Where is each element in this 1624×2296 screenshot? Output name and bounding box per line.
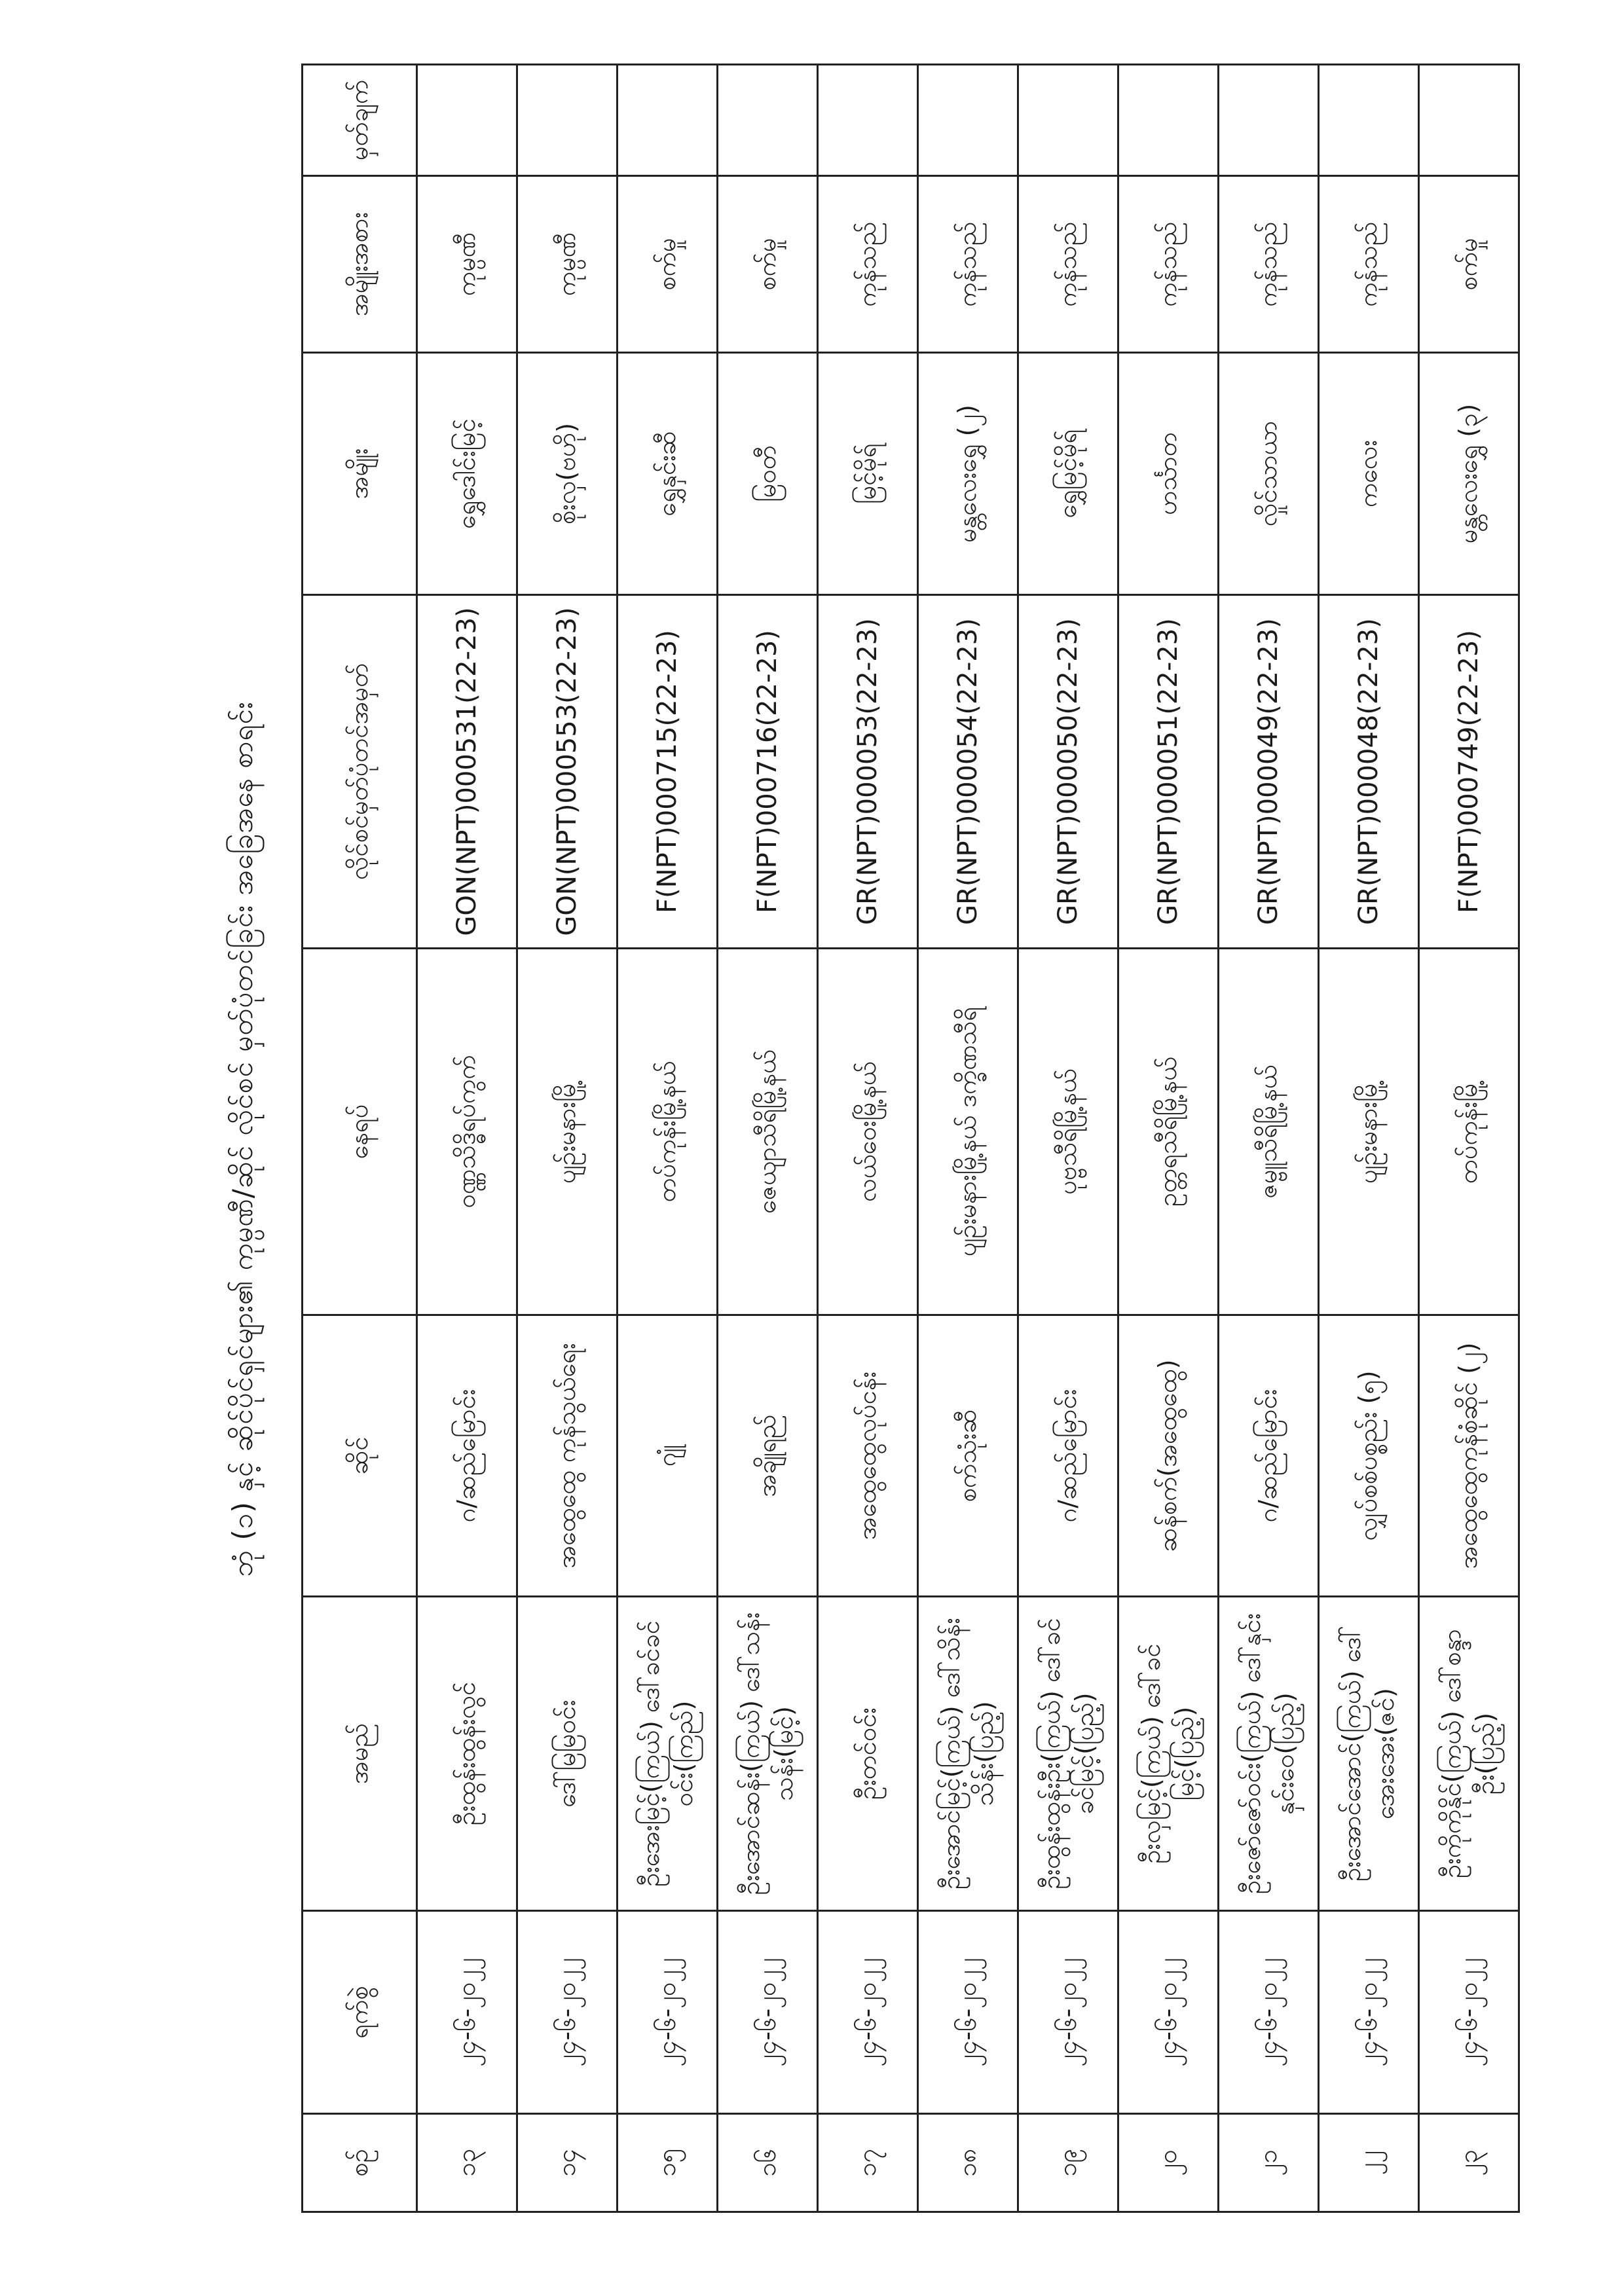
- serial-number-cell: ၁၆: [718, 2114, 818, 2212]
- remarks-cell: [818, 65, 918, 176]
- serial-number-cell: ၁၉: [1018, 2114, 1118, 2212]
- business-type-cell: ဂ/ဆည်မြောင်း: [1018, 1315, 1118, 1597]
- business-type-cell: ဂ/ဆည်မြောင်း: [417, 1315, 517, 1597]
- date-cell: ၂၄-၆-၂၀၂၂: [1219, 1911, 1319, 2114]
- owner-name-cell: ဦးအောင်ဆန်း(ကြယ်) ဒေါ်သန်းသန်း(မြင့်): [718, 1597, 818, 1911]
- header-cell: လိုင်စင်မှတ်ပုံတင်အမှတ်: [303, 595, 417, 949]
- brand-cell: ရွှေဒေါင်းမြင့်: [417, 353, 517, 595]
- document-title: ဘုံ (၁) နှင့် ဆိုင်ပိုင်ရှင်များ၏ ကုမ္ပဏီ/ဆိုင် လိုင်စင် မှတ်ပုံတင်ခြင်း အခြေအနေ စာရင်း: [227, 701, 259, 1577]
- license-number-cell: GR(NPT)000050(22-23): [1018, 595, 1118, 949]
- brand-cell: စိုးလှ(ဗဟို): [517, 353, 618, 595]
- address-cell: ဇေယျာသီရိမြို့နယ်: [718, 949, 818, 1315]
- business-type-cell: စက်သုံးဆီ: [918, 1315, 1018, 1597]
- business-type-cell: အထွေထွေ ကုန်သွယ်ရေး: [517, 1315, 618, 1597]
- date-cell: ၂၄-၆-၂၀၂၂: [1118, 1911, 1219, 2114]
- remarks-cell: [1219, 65, 1319, 176]
- remarks-cell: [1118, 65, 1219, 176]
- owner-name-cell: ဦးအောင်အောင်(ကြယ်) ဒေါ်အေးအေး(ဇင်): [1319, 1597, 1419, 1911]
- category-cell: ကုန်သည်: [918, 176, 1018, 353]
- table-row: [517, 65, 618, 2212]
- serial-number-cell: ၂၂: [1319, 2114, 1419, 2212]
- owner-name-cell: ဦးထွန်းထွန်းလွင်: [417, 1597, 517, 1911]
- category-cell: ကုန်သည်: [1018, 176, 1118, 353]
- business-type-cell: ဂ/ဆည်မြောင်း: [1219, 1315, 1319, 1597]
- business-type-cell: ဆန်စက်(အထွေထွေ): [1118, 1315, 1219, 1597]
- license-table: [301, 64, 1520, 2213]
- address-cell: ဝဏ္ဏသိဒ္ဓိရပ်ကွက်: [417, 949, 517, 1315]
- license-number-cell: GON(NPT)000553(22-23): [517, 595, 618, 949]
- license-number-cell: GR(NPT)000051(22-23): [1118, 595, 1219, 949]
- address-cell: ပျဉ်းမနားမြို့နယ် ဒက္ခိဏသီရိ: [918, 949, 1018, 1315]
- date-cell: ၂၄-၆-၂၀၂၂: [1419, 1911, 1519, 2114]
- header-cell: အမျိုးအစား: [303, 176, 417, 353]
- serial-number-cell: ၁၅: [618, 2114, 718, 2212]
- table-row: [1118, 65, 1219, 2212]
- table-row: [1219, 65, 1319, 2212]
- owner-name-cell: ဦးလှမြင့်(ကြယ်) ဒေါ်ခင်မြင့်(ပြည့်): [1118, 1597, 1219, 1911]
- table-row: [818, 65, 918, 2212]
- serial-number-cell: ၂၁: [1219, 2114, 1319, 2212]
- serial-number-cell: ၁၈: [918, 2114, 1018, 2212]
- serial-number-cell: ၁၄: [517, 2114, 618, 2212]
- category-cell: ကုန်သည်: [1319, 176, 1419, 353]
- header-cell: မှတ်ချက်: [303, 65, 417, 176]
- rotated-page: [190, 65, 1513, 2213]
- category-cell: ကုန်သည်: [1118, 176, 1219, 353]
- brand-cell: ရွှေမြင့်မိုရ်: [1018, 353, 1118, 595]
- brand-cell: ရွှေနှင်းဆီ: [618, 353, 718, 595]
- date-cell: ၂၄-၆-၂၀၂၂: [417, 1911, 517, 2114]
- table-row: [918, 65, 1018, 2212]
- address-cell: တပ်ကုန်းမြို့: [1419, 949, 1519, 1315]
- owner-name-cell: ဦးတင်ဝင်း: [818, 1597, 918, 1911]
- business-type-cell: အထွေထွေလုပ်ငန်း: [818, 1315, 918, 1597]
- remarks-cell: [718, 65, 818, 176]
- brand-cell: ကလေး: [1319, 353, 1419, 595]
- brand-cell: ဟင်္သာတ: [1118, 353, 1219, 595]
- serial-number-cell: ၂၀: [1118, 2114, 1219, 2212]
- remarks-cell: [1018, 65, 1118, 176]
- owner-name-cell: ဦးထွန်းထွန်းဦး(ကြယ်) ဒေါ်ခင်ခင်မြင့်(ပြည့်): [1018, 1597, 1118, 1911]
- brand-cell: မန္တလေးရွှေ (၂): [918, 353, 1018, 595]
- brand-cell: မန္တလေးရွှေ (၃): [1419, 353, 1519, 595]
- serial-number-cell: ၁၃: [417, 2114, 517, 2212]
- category-cell: ကုမ္ပဏီ: [517, 176, 618, 353]
- address-cell: ပျဉ်းမနားမြို့: [1319, 949, 1419, 1315]
- brand-cell: လှိုင်သာယာ: [1219, 353, 1319, 595]
- category-cell: စက်မှု: [718, 176, 818, 353]
- date-cell: ၂၄-၆-၂၀၂၂: [718, 1911, 818, 2114]
- business-type-cell: အထွေထွေကုန်စုံဆိုင် (၂): [1419, 1315, 1519, 1597]
- owner-name-cell: ဦးဇော်ဇော်ဝင်း(ကြယ်) ဒေါ်နှင်းနှင်းဝေ(ပြည့်): [1219, 1597, 1319, 1911]
- date-cell: ၂၄-၆-၂၀၂၂: [1319, 1911, 1419, 2114]
- brand-cell: မြဝတီ: [718, 353, 818, 595]
- owner-name-cell: ဦးအောင်မြင့်(ကြယ်) ဒေါ်သိန်းသိန်း(ပြည့်): [918, 1597, 1018, 1911]
- business-type-cell: လျှပ်စစ်ပစ္စည်း (၅): [1319, 1315, 1419, 1597]
- header-cell: အမည်: [303, 1597, 417, 1911]
- license-number-cell: F(NPT)000716(22-23): [718, 595, 818, 949]
- license-number-cell: F(NPT)000749(22-23): [1419, 595, 1519, 949]
- brand-cell: မြင့်မိုရ်: [818, 353, 918, 595]
- owner-name-cell: ဦးအေးမြင့်(ကြယ်) ဒေါ်ခင်ခင်ဝင်း(ကြည်): [618, 1597, 718, 1911]
- remarks-cell: [618, 65, 718, 176]
- license-number-cell: F(NPT)000715(22-23): [618, 595, 718, 949]
- address-cell: ပျဉ်းမနားမြို့: [517, 949, 618, 1315]
- table-row: [417, 65, 517, 2212]
- license-number-cell: GR(NPT)000048(22-23): [1319, 595, 1419, 949]
- date-cell: ၂၄-၆-၂၀၂၂: [618, 1911, 718, 2114]
- header-cell: ဆိုင်: [303, 1315, 417, 1597]
- table-row: [618, 65, 718, 2212]
- remarks-cell: [417, 65, 517, 176]
- serial-number-cell: ၁၇: [818, 2114, 918, 2212]
- category-cell: ကုမ္ပဏီ: [417, 176, 517, 353]
- license-number-cell: GR(NPT)000053(22-23): [818, 595, 918, 949]
- license-number-cell: GON(NPT)000531(22-23): [417, 595, 517, 949]
- header-cell: စဉ်: [303, 2114, 417, 2212]
- business-type-cell: အချိုရည်: [718, 1315, 818, 1597]
- date-cell: ၂၄-၆-၂၀၂၂: [818, 1911, 918, 2114]
- date-cell: ၂၄-၆-၂၀၂၂: [517, 1911, 618, 2114]
- table-row: [1018, 65, 1118, 2212]
- address-cell: ပုဗ္ဗသီရိမြို့နယ်: [1018, 949, 1118, 1315]
- header-cell: ရက်စွဲ: [303, 1911, 417, 2114]
- header-cell: နေရပ်: [303, 949, 417, 1315]
- address-cell: ဥတ္တရသီရိမြို့နယ်: [1118, 949, 1219, 1315]
- category-cell: ကုန်သည်: [818, 176, 918, 353]
- table-row: [1419, 65, 1519, 2212]
- category-cell: စက်မှု: [618, 176, 718, 353]
- category-cell: ကုန်သည်: [1219, 176, 1319, 353]
- address-cell: ဇမ္ဗူသီရိမြို့နယ်: [1219, 949, 1319, 1315]
- remarks-cell: [517, 65, 618, 176]
- table-row: [718, 65, 818, 2212]
- header-cell: အမျိုး: [303, 353, 417, 595]
- address-cell: လယ်ဝေးမြို့နယ်: [818, 949, 918, 1315]
- header-row: [303, 65, 417, 2212]
- date-cell: ၂၄-၆-၂၀၂၂: [918, 1911, 1018, 2114]
- owner-name-cell: ဒေါ်မြမြဝင်း: [517, 1597, 618, 1911]
- business-type-cell: ဂျုံ: [618, 1315, 718, 1597]
- license-number-cell: GR(NPT)000054(22-23): [918, 595, 1018, 949]
- remarks-cell: [1419, 65, 1519, 176]
- owner-name-cell: ဦးကိုကိုနိုင်(ကြယ်) ဒေါ်စန္ဒာဦး(ပြည့်): [1419, 1597, 1519, 1911]
- remarks-cell: [918, 65, 1018, 176]
- address-cell: တပ်ကုန်းမြို့နယ်: [618, 949, 718, 1315]
- table-row: [1319, 65, 1419, 2212]
- serial-number-cell: ၂၃: [1419, 2114, 1519, 2212]
- category-cell: စက်မှု: [1419, 176, 1519, 353]
- license-number-cell: GR(NPT)000049(22-23): [1219, 595, 1319, 949]
- remarks-cell: [1319, 65, 1419, 176]
- date-cell: ၂၄-၆-၂၀၂၂: [1018, 1911, 1118, 2114]
